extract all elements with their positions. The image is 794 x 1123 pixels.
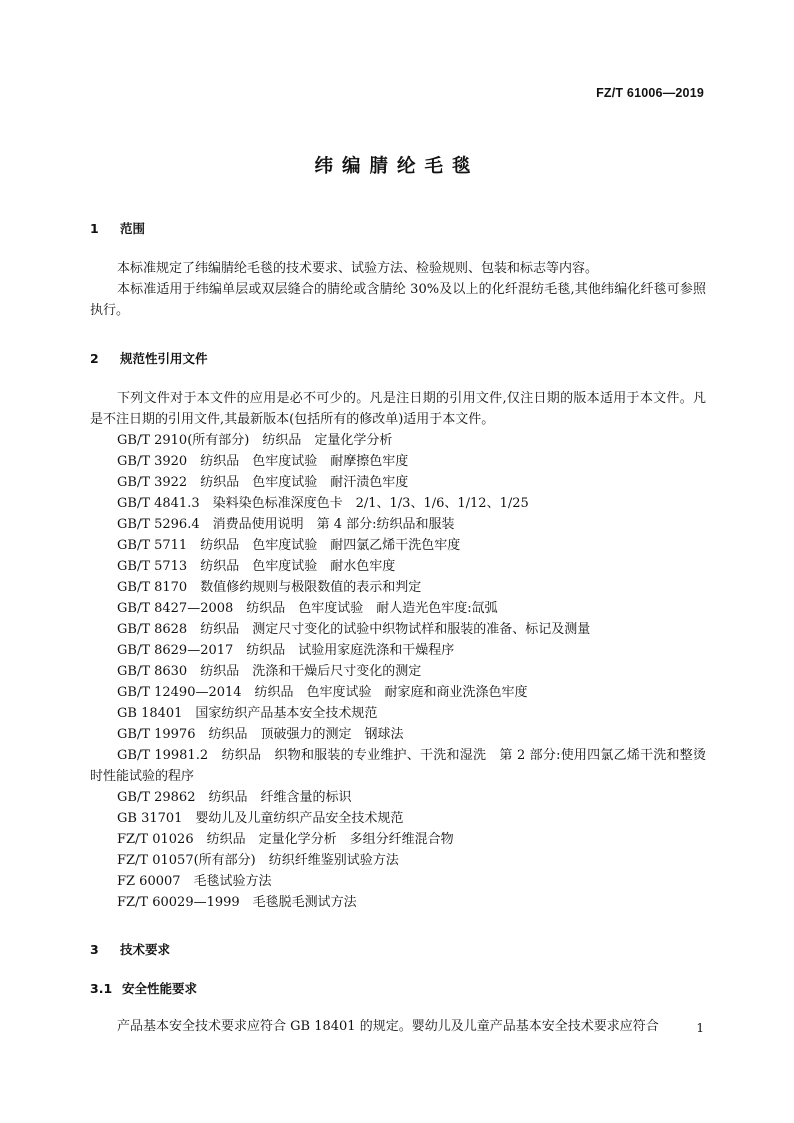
reference-item: GB/T 8427—2008 纺织品 色牢度试验 耐人造光色牢度:氙弧: [117, 601, 498, 616]
reference-item: FZ/T 60029—1999 毛毯脱毛测试方法: [117, 895, 357, 910]
reference-item: FZ 60007 毛毯试验方法: [117, 874, 272, 889]
reference-list: [90, 430, 706, 913]
standard-code: FZ/T 61006—2019: [596, 86, 704, 100]
document-body: [90, 218, 706, 1037]
reference-item: GB/T 3922 纺织品 色牢度试验 耐汗渍色牢度: [117, 475, 409, 490]
section-1-heading: [90, 218, 706, 239]
section-title: 范围: [120, 221, 146, 236]
references-intro: 下列文件对于本文件的应用是必不可少的。凡是注日期的引用文件,仅注日期的版本适用于本文件。凡是不注日期的引用文件,其最新版本(包括所有的修改单)适用于本文件。: [90, 391, 706, 427]
reference-item: GB/T 4841.3 染料染色标准深度色卡 2/1、1/3、1/6、1/12、1/25: [117, 496, 529, 511]
reference-item: GB/T 5296.4 消费品使用说明 第 4 部分:纺织品和服装: [117, 517, 455, 532]
scope-paragraph-2: 本标准适用于纬编单层或双层缝合的腈纶或含腈纶 30%及以上的化纤混纺毛毯,其他纬编化纤毯可参照执行。: [90, 282, 706, 318]
reference-item: GB/T 5711 纺织品 色牢度试验 耐四氯乙烯干洗色牢度: [117, 538, 461, 553]
reference-item: GB/T 5713 纺织品 色牢度试验 耐水色牢度: [117, 559, 396, 574]
reference-item: GB/T 8630 纺织品 洗涤和干燥后尺寸变化的测定: [117, 664, 422, 679]
page-number: 1: [696, 1021, 704, 1035]
reference-item: FZ/T 01026 纺织品 定量化学分析 多组分纤维混合物: [117, 832, 454, 847]
subsection-3-1-heading: [90, 978, 706, 999]
section-title: 技术要求: [120, 942, 171, 957]
subsection-title: 安全性能要求: [122, 981, 198, 996]
reference-item: GB/T 12490—2014 纺织品 色牢度试验 耐家庭和商业洗涤色牢度: [117, 685, 528, 700]
section-number: 2: [90, 351, 99, 366]
reference-item: GB/T 8629—2017 纺织品 试验用家庭洗涤和干燥程序: [117, 643, 455, 658]
section-3-heading: [90, 939, 706, 960]
reference-item: GB/T 8628 纺织品 测定尺寸变化的试验中织物试样和服装的准备、标记及测量: [117, 622, 591, 637]
reference-item: GB 18401 国家纺织产品基本安全技术规范: [117, 706, 378, 721]
document-title: 纬编腈纶毛毯: [314, 156, 480, 177]
reference-item: FZ/T 01057(所有部分) 纺织纤维鉴别试验方法: [117, 853, 399, 868]
reference-item-long: GB/T 19981.2 纺织品 织物和服装的专业维护、干洗和湿洗 第 2 部分:使用四氯乙烯干洗和整烫时性能试验的程序: [90, 748, 706, 784]
reference-item: GB 31701 婴幼儿及儿童纺织产品安全技术规范: [117, 811, 404, 826]
reference-item: GB/T 8170 数值修约规则与极限数值的表示和判定: [117, 580, 422, 595]
reference-item: GB/T 29862 纺织品 纤维含量的标识: [117, 790, 352, 805]
safety-paragraph: 产品基本安全技术要求应符合 GB 18401 的规定。婴幼儿及儿童产品基本安全技术要求应符合: [117, 1019, 659, 1034]
reference-item: GB/T 2910(所有部分) 纺织品 定量化学分析: [117, 433, 393, 448]
section-title: 规范性引用文件: [120, 351, 208, 366]
section-number: 3: [90, 942, 99, 957]
scope-paragraph-1: 本标准规定了纬编腈纶毛毯的技术要求、试验方法、检验规则、包装和标志等内容。: [117, 261, 599, 276]
section-number: 1: [90, 221, 99, 236]
reference-item: GB/T 19976 纺织品 顶破强力的测定 钢球法: [117, 727, 404, 742]
reference-item: GB/T 3920 纺织品 色牢度试验 耐摩擦色牢度: [117, 454, 409, 469]
subsection-number: 3.1: [90, 981, 113, 996]
section-2-heading: [90, 348, 706, 369]
